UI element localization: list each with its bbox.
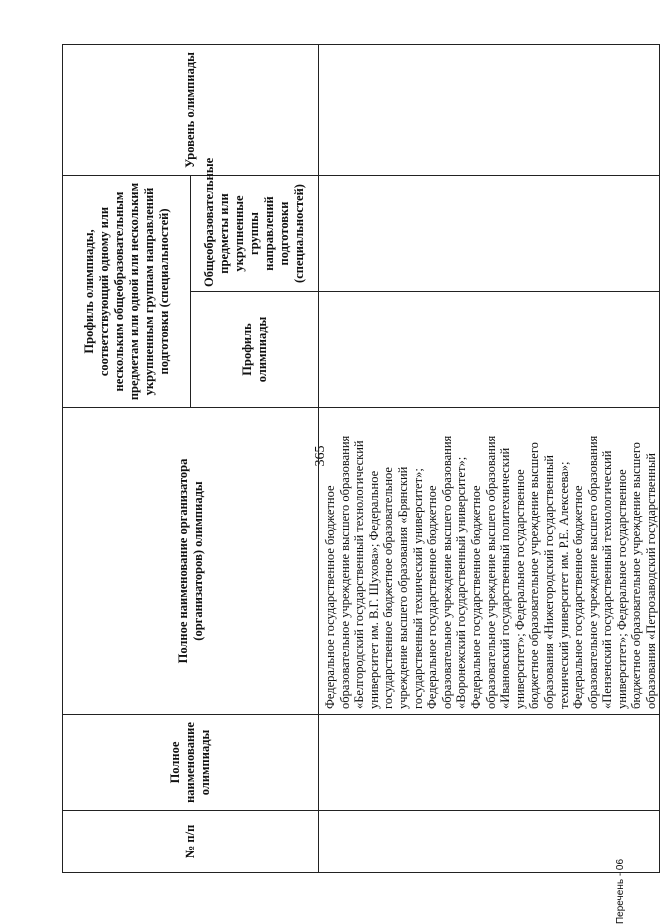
organizer-line: университет»; Федеральное государственное bbox=[614, 469, 629, 709]
header-number: № п/п bbox=[63, 811, 319, 873]
organizer-line: образовательное учреждение высшего образования bbox=[585, 435, 600, 709]
header-profile: Профиль олимпиады bbox=[191, 292, 319, 408]
footer-label: Перечень - 06 bbox=[615, 858, 626, 924]
organizer-line: бюджетное образовательное учреждение высшего bbox=[527, 442, 542, 709]
organizer-line: университет»; Федеральное государственное bbox=[512, 469, 527, 709]
organizer-line: «Белгородский государственный технологический bbox=[352, 440, 367, 709]
organizer-line: бюджетное образовательное учреждение высшего bbox=[629, 442, 644, 709]
olympiad-table bbox=[62, 44, 660, 873]
organizer-line: «Пензенский государственный технологический bbox=[600, 450, 615, 709]
cell-organizer bbox=[319, 408, 660, 715]
page-number: 365 bbox=[313, 445, 328, 467]
header-row bbox=[63, 44, 191, 872]
header-level: Уровень олимпиады bbox=[63, 44, 319, 175]
organizer-line: Федеральное государственное бюджетное bbox=[425, 485, 440, 709]
header-subjects: Общеобразовательные предметы или укрупненные группы направлений подготовки (специальностей) bbox=[191, 175, 319, 291]
cell-olympiad-name bbox=[319, 715, 660, 811]
organizer-line: Федеральное государственное бюджетное bbox=[323, 485, 337, 709]
header-organizer: Полное наименование организатора (организаторов) олимпиады bbox=[63, 408, 319, 715]
organizer-line: технический университет им. Р.Е. Алексеева»; bbox=[556, 461, 571, 709]
header-profile-group: Профиль олимпиады, соответствующий одному или нескольким общеобразовательным предметам или одной или нескольким укрупненным группам направлений подготовки (специальностей) bbox=[63, 175, 191, 407]
organizer-line: образовательное учреждение высшего образования bbox=[439, 435, 454, 709]
organizer-line: образовательное учреждение высшего образования bbox=[483, 435, 498, 709]
cell-number bbox=[319, 811, 660, 873]
cell-level bbox=[319, 44, 660, 175]
cell-profile bbox=[319, 292, 660, 408]
header-olympiad-name: Полное наименование олимпиады bbox=[63, 715, 319, 811]
organizer-line: образования «Нижегородский государственный bbox=[541, 455, 556, 709]
organizer-line: образовательное учреждение высшего образования bbox=[337, 435, 352, 709]
organizer-line: учреждение высшего образования «Брянский bbox=[395, 466, 410, 709]
organizer-line: государственный технический университет»; bbox=[410, 468, 425, 709]
organizer-line: «Воронежский государственный университет»; bbox=[454, 456, 469, 709]
organizer-line: Федеральное государственное бюджетное bbox=[468, 485, 483, 709]
organizer-line: образования «Петрозаводский государственный bbox=[644, 453, 659, 709]
table-row bbox=[319, 44, 660, 872]
organizer-line: «Ивановский государственный политехнический bbox=[498, 447, 513, 709]
organizer-line: Федеральное государственное бюджетное bbox=[571, 485, 586, 709]
cell-subjects bbox=[319, 175, 660, 291]
olympiad-table-container bbox=[62, 45, 659, 873]
organizer-line: университет им. В.Г. Шухова»; Федеральное bbox=[366, 470, 381, 709]
organizer-line: государственное бюджетное образовательное bbox=[381, 467, 396, 709]
